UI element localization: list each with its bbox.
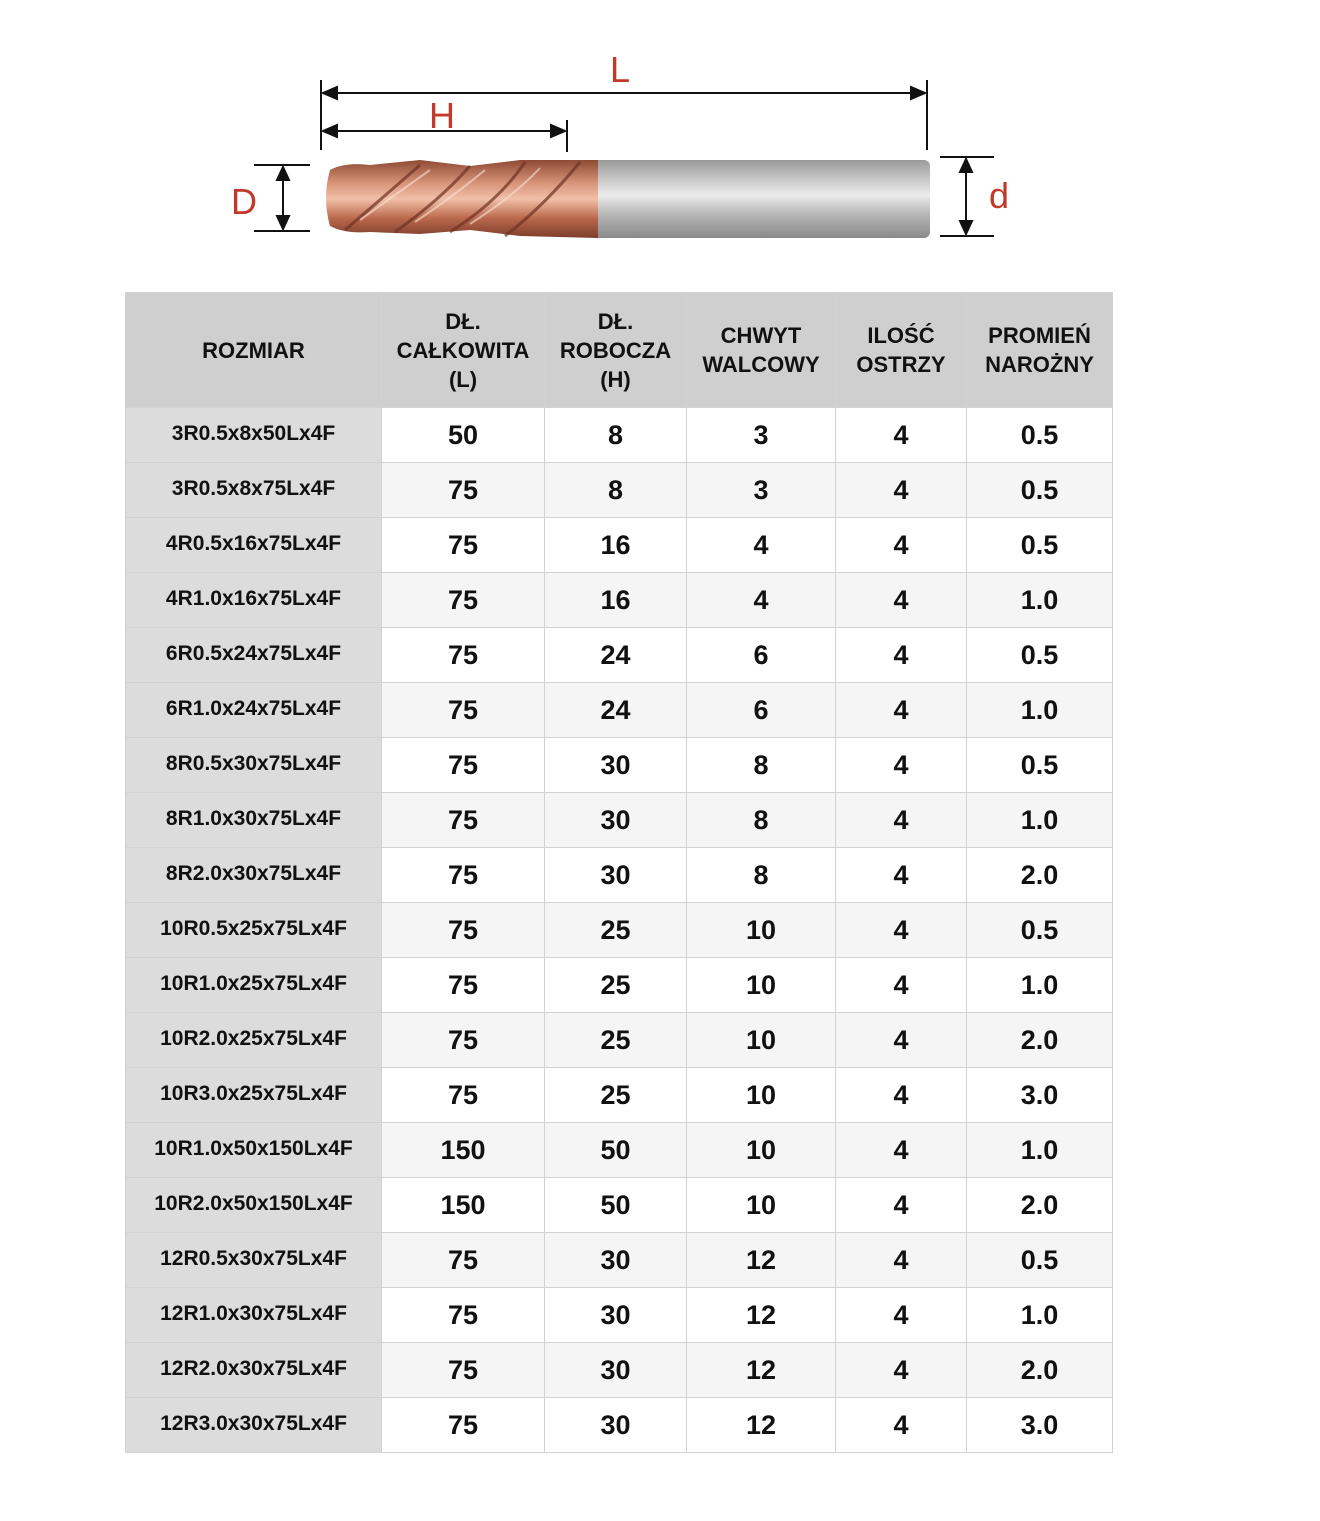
working-length-cell: 8 <box>545 408 687 463</box>
corner-radius-cell: 1.0 <box>967 958 1113 1013</box>
table-row <box>126 1013 1113 1068</box>
table-row <box>126 1288 1113 1343</box>
cutting-diameter-label: D <box>231 181 257 222</box>
table-row <box>126 903 1113 958</box>
total-length-cell: 75 <box>382 628 545 683</box>
table-row <box>126 463 1113 518</box>
working-length-cell: 25 <box>545 958 687 1013</box>
shank-cell: 3 <box>687 408 836 463</box>
shank-cell: 12 <box>687 1398 836 1453</box>
flutes-cell: 4 <box>836 1178 967 1233</box>
total-length-cell: 75 <box>382 1013 545 1068</box>
working-length-cell: 30 <box>545 793 687 848</box>
working-length-cell: 30 <box>545 1398 687 1453</box>
size-cell: 6R0.5x24x75Lx4F <box>126 628 382 683</box>
size-cell: 10R1.0x25x75Lx4F <box>126 958 382 1013</box>
corner-radius-cell: 1.0 <box>967 793 1113 848</box>
shank-cell: 3 <box>687 463 836 518</box>
size-cell: 10R2.0x50x150Lx4F <box>126 1178 382 1233</box>
working-length-cell: 16 <box>545 573 687 628</box>
shank-cell: 10 <box>687 1068 836 1123</box>
size-cell: 12R3.0x30x75Lx4F <box>126 1398 382 1453</box>
header-total-length: DŁ. CAŁKOWITA (L) <box>382 293 545 408</box>
corner-radius-cell: 0.5 <box>967 518 1113 573</box>
corner-radius-cell: 0.5 <box>967 628 1113 683</box>
working-length-cell: 25 <box>545 1068 687 1123</box>
shank-cell: 8 <box>687 848 836 903</box>
working-length-cell: 30 <box>545 1343 687 1398</box>
table-row <box>126 1123 1113 1178</box>
size-cell: 12R1.0x30x75Lx4F <box>126 1288 382 1343</box>
corner-radius-cell: 1.0 <box>967 1288 1113 1343</box>
shank-cell: 10 <box>687 1013 836 1068</box>
size-cell: 8R1.0x30x75Lx4F <box>126 793 382 848</box>
table-row <box>126 1068 1113 1123</box>
flutes-cell: 4 <box>836 1068 967 1123</box>
flutes-cell: 4 <box>836 463 967 518</box>
working-length-cell: 30 <box>545 1288 687 1343</box>
tool-flutes <box>326 160 598 238</box>
shank-diameter-label: d <box>988 175 1010 216</box>
corner-radius-cell: 0.5 <box>967 1233 1113 1288</box>
flutes-cell: 4 <box>836 1343 967 1398</box>
size-cell: 4R0.5x16x75Lx4F <box>126 518 382 573</box>
corner-radius-cell: 1.0 <box>967 1123 1113 1178</box>
tool-shank <box>590 160 930 238</box>
corner-radius-cell: 0.5 <box>967 738 1113 793</box>
size-cell: 8R0.5x30x75Lx4F <box>126 738 382 793</box>
table-header-row <box>126 293 1113 408</box>
working-length-cell: 16 <box>545 518 687 573</box>
flutes-cell: 4 <box>836 958 967 1013</box>
table-row <box>126 518 1113 573</box>
working-length-label: H <box>429 95 455 136</box>
specification-table <box>125 292 1113 1453</box>
corner-radius-cell: 2.0 <box>967 848 1113 903</box>
shank-cell: 10 <box>687 1178 836 1233</box>
shank-cell: 6 <box>687 683 836 738</box>
working-length-cell: 24 <box>545 683 687 738</box>
working-length-cell: 25 <box>545 903 687 958</box>
working-length-cell: 8 <box>545 463 687 518</box>
header-working-length: DŁ. ROBOCZA (H) <box>545 293 687 408</box>
shank-cell: 10 <box>687 958 836 1013</box>
shank-cell: 4 <box>687 573 836 628</box>
flutes-cell: 4 <box>836 628 967 683</box>
total-length-cell: 75 <box>382 683 545 738</box>
working-length-cell: 50 <box>545 1178 687 1233</box>
total-length-cell: 75 <box>382 903 545 958</box>
table-row <box>126 628 1113 683</box>
corner-radius-cell: 2.0 <box>967 1343 1113 1398</box>
total-length-cell: 75 <box>382 1288 545 1343</box>
total-length-cell: 150 <box>382 1178 545 1233</box>
flutes-cell: 4 <box>836 793 967 848</box>
shank-cell: 8 <box>687 793 836 848</box>
total-length-cell: 75 <box>382 573 545 628</box>
flutes-cell: 4 <box>836 573 967 628</box>
total-length-cell: 75 <box>382 958 545 1013</box>
table-row <box>126 958 1113 1013</box>
shank-cell: 10 <box>687 903 836 958</box>
size-cell: 10R0.5x25x75Lx4F <box>126 903 382 958</box>
flutes-cell: 4 <box>836 1288 967 1343</box>
header-flutes: ILOŚĆ OSTRZY <box>836 293 967 408</box>
flutes-cell: 4 <box>836 1233 967 1288</box>
total-length-cell: 75 <box>382 463 545 518</box>
shank-cell: 4 <box>687 518 836 573</box>
flutes-cell: 4 <box>836 518 967 573</box>
total-length-cell: 75 <box>382 1068 545 1123</box>
flutes-cell: 4 <box>836 408 967 463</box>
size-cell: 3R0.5x8x75Lx4F <box>126 463 382 518</box>
table-row <box>126 1233 1113 1288</box>
header-corner-radius: PROMIEŃ NAROŻNY <box>967 293 1113 408</box>
working-length-cell: 30 <box>545 848 687 903</box>
size-cell: 8R2.0x30x75Lx4F <box>126 848 382 903</box>
total-length-cell: 150 <box>382 1123 545 1178</box>
table-row <box>126 1398 1113 1453</box>
corner-radius-cell: 3.0 <box>967 1068 1113 1123</box>
table-row <box>126 738 1113 793</box>
size-cell: 3R0.5x8x50Lx4F <box>126 408 382 463</box>
cutting-diameter-dimension <box>254 165 310 231</box>
header-size: ROZMIAR <box>126 293 382 408</box>
table-row <box>126 573 1113 628</box>
total-length-cell: 75 <box>382 793 545 848</box>
table-row <box>126 683 1113 738</box>
flutes-cell: 4 <box>836 683 967 738</box>
size-cell: 10R2.0x25x75Lx4F <box>126 1013 382 1068</box>
size-cell: 10R1.0x50x150Lx4F <box>126 1123 382 1178</box>
end-mill-dimension-diagram <box>0 0 1320 280</box>
shank-cell: 12 <box>687 1288 836 1343</box>
shank-diameter-dimension <box>940 157 994 236</box>
shank-cell: 10 <box>687 1123 836 1178</box>
table-row <box>126 793 1113 848</box>
flutes-cell: 4 <box>836 1013 967 1068</box>
corner-radius-cell: 0.5 <box>967 463 1113 518</box>
flutes-cell: 4 <box>836 1398 967 1453</box>
table-row <box>126 408 1113 463</box>
working-length-cell: 25 <box>545 1013 687 1068</box>
corner-radius-cell: 1.0 <box>967 573 1113 628</box>
size-cell: 6R1.0x24x75Lx4F <box>126 683 382 738</box>
corner-radius-cell: 0.5 <box>967 408 1113 463</box>
size-cell: 4R1.0x16x75Lx4F <box>126 573 382 628</box>
total-length-cell: 75 <box>382 1343 545 1398</box>
size-cell: 12R0.5x30x75Lx4F <box>126 1233 382 1288</box>
header-shank: CHWYT WALCOWY <box>687 293 836 408</box>
working-length-cell: 30 <box>545 1233 687 1288</box>
corner-radius-cell: 0.5 <box>967 903 1113 958</box>
size-cell: 12R2.0x30x75Lx4F <box>126 1343 382 1398</box>
total-length-cell: 75 <box>382 738 545 793</box>
shank-cell: 12 <box>687 1343 836 1398</box>
shank-cell: 6 <box>687 628 836 683</box>
flutes-cell: 4 <box>836 1123 967 1178</box>
total-length-dimension <box>321 80 927 150</box>
flutes-cell: 4 <box>836 848 967 903</box>
table-row <box>126 848 1113 903</box>
corner-radius-cell: 2.0 <box>967 1178 1113 1233</box>
table-row <box>126 1343 1113 1398</box>
corner-radius-cell: 3.0 <box>967 1398 1113 1453</box>
total-length-cell: 75 <box>382 1233 545 1288</box>
total-length-cell: 75 <box>382 1398 545 1453</box>
working-length-cell: 50 <box>545 1123 687 1178</box>
flutes-cell: 4 <box>836 903 967 958</box>
total-length-cell: 50 <box>382 408 545 463</box>
total-length-cell: 75 <box>382 848 545 903</box>
working-length-cell: 30 <box>545 738 687 793</box>
working-length-cell: 24 <box>545 628 687 683</box>
shank-cell: 8 <box>687 738 836 793</box>
flutes-cell: 4 <box>836 738 967 793</box>
size-cell: 10R3.0x25x75Lx4F <box>126 1068 382 1123</box>
total-length-label: L <box>609 49 631 90</box>
corner-radius-cell: 1.0 <box>967 683 1113 738</box>
shank-cell: 12 <box>687 1233 836 1288</box>
table-row <box>126 1178 1113 1233</box>
total-length-cell: 75 <box>382 518 545 573</box>
corner-radius-cell: 2.0 <box>967 1013 1113 1068</box>
